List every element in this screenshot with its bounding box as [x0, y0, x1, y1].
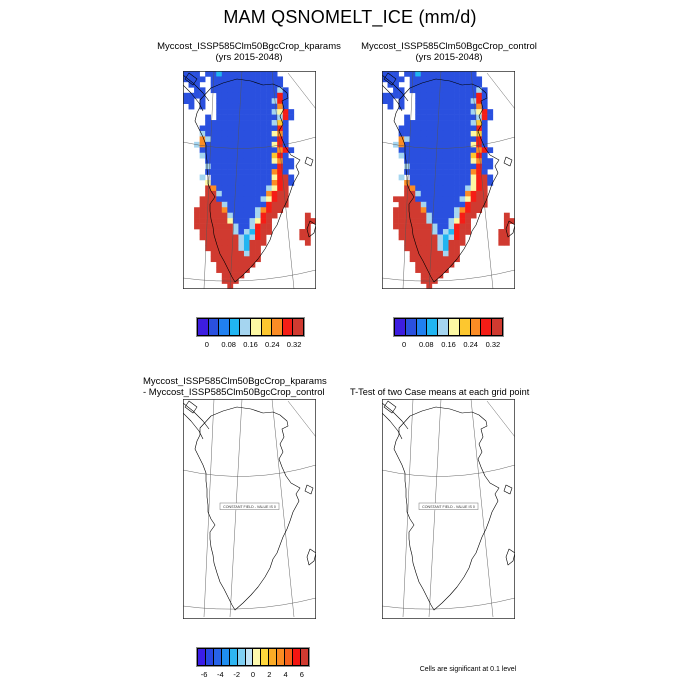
panel-title-bottom-left-line1: Myccost_ISSP585Clm50BgcCrop_kparams — [143, 376, 327, 387]
colorbar-cell — [246, 648, 254, 666]
colorbar-cell — [219, 318, 230, 336]
colorbar-cell — [301, 648, 309, 666]
colorbar-tick-label: -6 — [200, 670, 208, 679]
colorbar-cell — [417, 318, 428, 336]
colorbar-cell — [206, 648, 214, 666]
colorbar-bottom-cells — [196, 647, 310, 667]
panel-title-bottom-right: T-Test of two Case means at each grid point — [350, 387, 530, 397]
map-bottom-left-difference — [183, 399, 316, 619]
colorbar-cell — [197, 318, 209, 336]
panel-title-bottom-left-line2: - Myccost_ISSP585Clm50BgcCrop_control — [143, 386, 325, 398]
colorbar-tick-label: 0.24 — [463, 340, 478, 349]
colorbar-tick-label: 0.24 — [264, 340, 280, 349]
colorbar-tick-label: 0.16 — [441, 340, 456, 349]
colorbar-cell — [272, 318, 283, 336]
colorbar-cell — [293, 318, 304, 336]
panel-title-bottom-left — [143, 377, 363, 398]
figure-title: MAM QSNOMELT_ICE (mm/d) — [223, 7, 477, 27]
colorbar-top-right-labels — [393, 340, 504, 351]
colorbar-cell — [293, 648, 301, 666]
colorbar-cell — [197, 648, 206, 666]
colorbar-cell — [262, 318, 273, 336]
panel-title-top-right-line1: Myccost_ISSP585Clm50BgcCrop_control — [361, 41, 537, 52]
colorbar-tick-label: 0 — [250, 670, 256, 679]
colorbar-cell — [277, 648, 285, 666]
colorbar-tick-label: 2 — [267, 670, 272, 679]
panel-title-top-right-line2: (yrs 2015-2048) — [415, 51, 483, 63]
colorbar-top-left-labels — [196, 340, 305, 351]
colorbar-tick-label: 0.32 — [485, 340, 501, 349]
map-top-right-control — [382, 71, 515, 289]
colorbar-tick-label: 4 — [283, 670, 288, 679]
colorbar-tick-label: 6 — [299, 670, 304, 679]
colorbar-cell — [253, 648, 261, 666]
colorbar-top-left — [196, 317, 305, 351]
colorbar-cell — [492, 318, 503, 336]
colorbar-cell — [285, 648, 293, 666]
colorbar-bottom-labels — [196, 670, 310, 681]
colorbar-top-right-cells — [393, 317, 504, 337]
colorbar-cell — [230, 318, 241, 336]
colorbar-cell — [214, 648, 222, 666]
colorbar-top-left-cells — [196, 317, 305, 337]
colorbar-cell — [230, 648, 238, 666]
panel-title-top-left-line1: Myccost_ISSP585Clm50BgcCrop_kparams — [157, 41, 341, 52]
colorbar-cell — [394, 318, 406, 336]
colorbar-tick-label: -4 — [217, 670, 224, 679]
colorbar-cell — [251, 318, 262, 336]
colorbar-cell — [222, 648, 230, 666]
significance-footnote: Cells are significant at 0.1 level — [419, 666, 517, 673]
colorbar-cell — [238, 648, 246, 666]
colorbar-tick-label: 0.08 — [418, 340, 434, 349]
colorbar-tick-label: 0.08 — [221, 340, 236, 349]
colorbar-tick-label: 0.32 — [286, 340, 302, 349]
colorbar-cell — [471, 318, 482, 336]
colorbar-cell — [406, 318, 417, 336]
colorbar-cell — [269, 648, 277, 666]
panel-title-top-right — [349, 42, 549, 63]
colorbar-cell — [240, 318, 251, 336]
colorbar-bottom — [196, 647, 310, 681]
map-bottom-right-ttest — [382, 399, 515, 619]
colorbar-cell — [438, 318, 449, 336]
panel-title-top-left-line2: (yrs 2015-2048) — [215, 51, 283, 63]
colorbar-cell — [481, 318, 492, 336]
svg-text:CONSTANT FIELD - VALUE IS 0: CONSTANT FIELD - VALUE IS 0 — [223, 504, 276, 509]
colorbar-cell — [449, 318, 460, 336]
colorbar-tick-label: 0.16 — [243, 340, 258, 349]
panel-title-top-left — [149, 42, 349, 63]
colorbar-cell — [460, 318, 471, 336]
svg-text:CONSTANT FIELD - VALUE IS 0: CONSTANT FIELD - VALUE IS 0 — [422, 504, 475, 509]
colorbar-cell — [209, 318, 220, 336]
colorbar-cell — [283, 318, 294, 336]
map-top-left-kparams — [183, 71, 316, 289]
colorbar-tick-label: -2 — [233, 670, 241, 679]
colorbar-cell — [261, 648, 269, 666]
colorbar-cell — [427, 318, 438, 336]
colorbar-tick-label: 0 — [402, 340, 407, 349]
colorbar-tick-label: 0 — [204, 340, 209, 349]
colorbar-top-right — [393, 317, 504, 351]
